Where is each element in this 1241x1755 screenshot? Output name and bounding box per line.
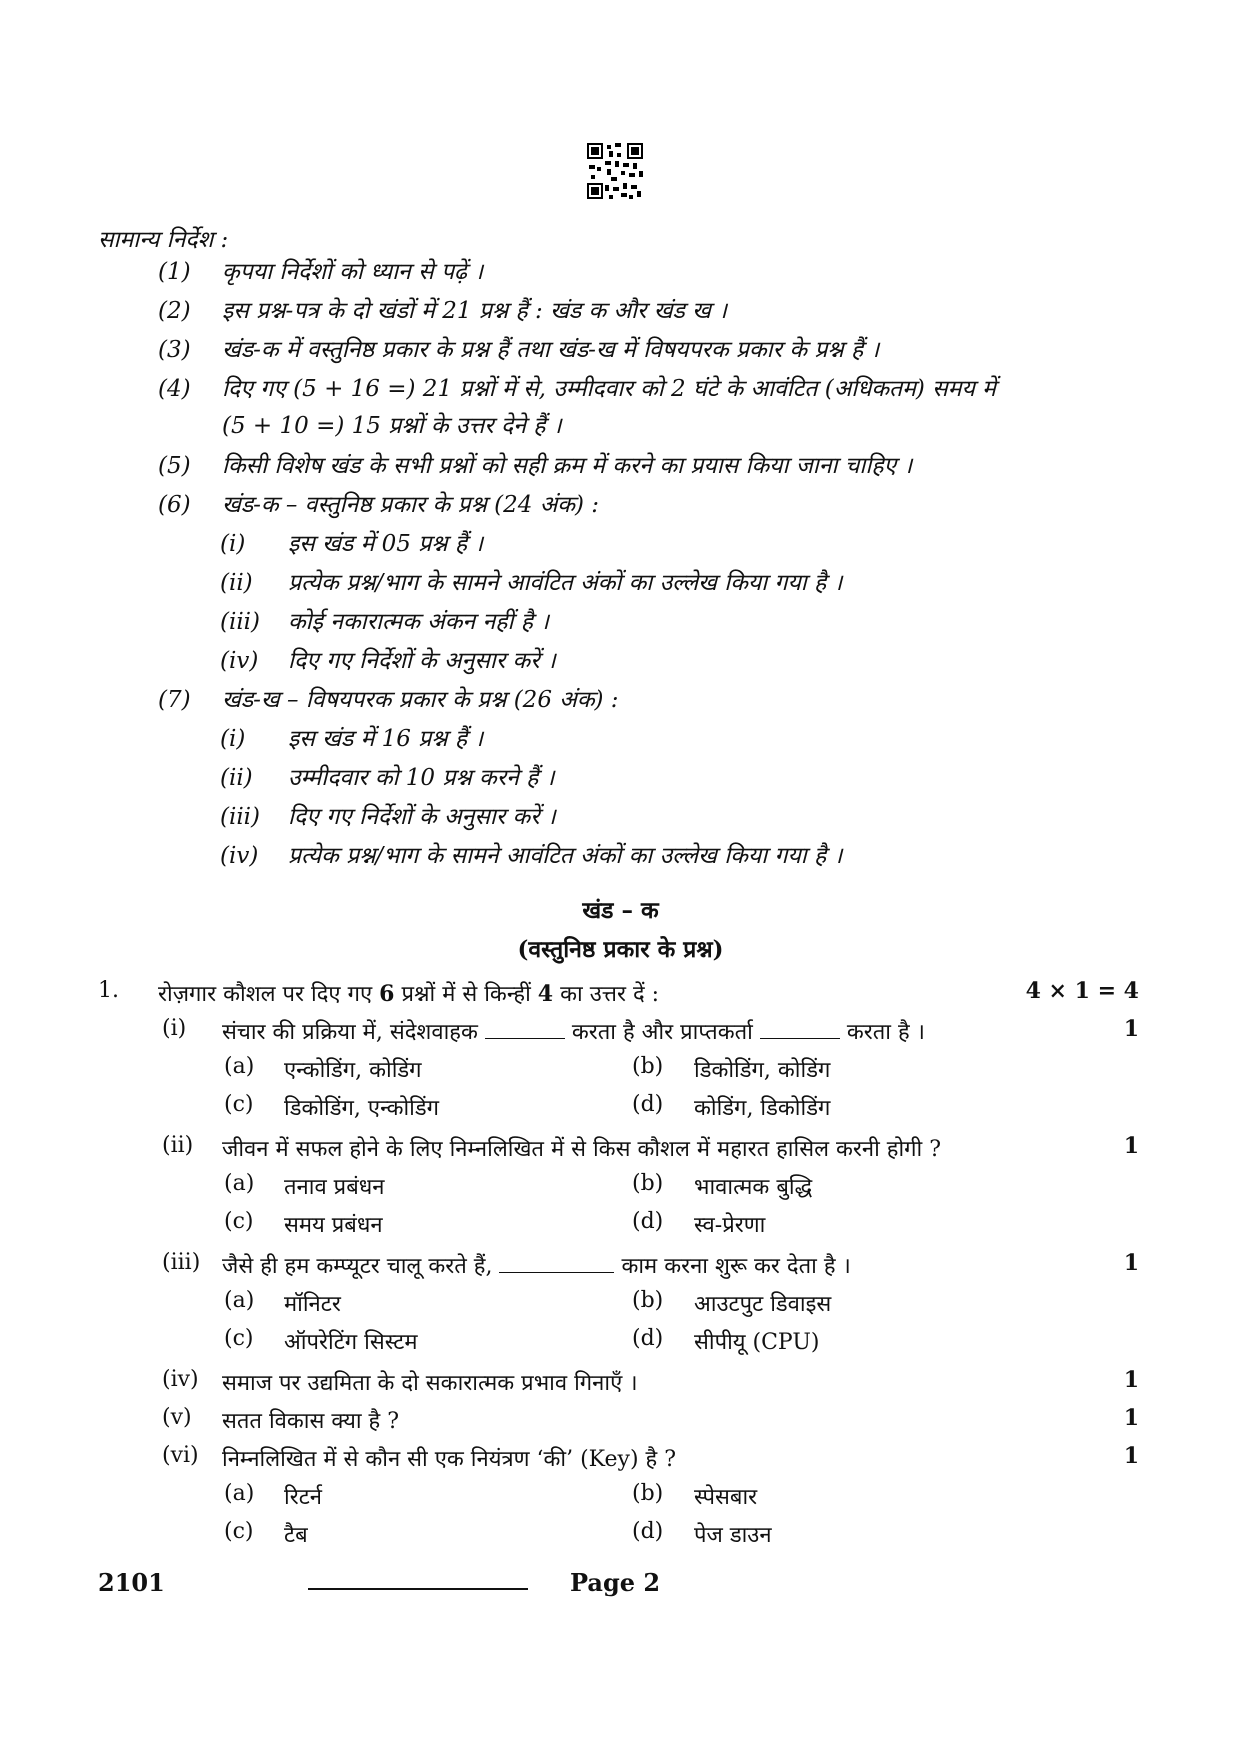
option-text: कोडिंग, डिकोडिंग <box>694 1096 831 1121</box>
option-text: तनाव प्रबंधन <box>284 1175 385 1200</box>
part-question: संचार की प्रक्रिया में, संदेशवाहक करता है और प्राप्तकर्ता करता है । <box>222 1020 925 1045</box>
part-question: निम्नलिखित में से कौन सी एक नियंत्रण ‘की’ (Key) है ? <box>222 1447 677 1472</box>
option-text: सीपीयू (CPU) <box>694 1330 820 1355</box>
option-label: (b) <box>632 1288 664 1313</box>
option-text: पेज डाउन <box>694 1523 772 1548</box>
section-title: खंड – क <box>582 897 659 924</box>
question-stem: रोज़गार कौशल पर दिए गए 6 प्रश्नों में से किन्हीं 4 का उत्तर दें : <box>158 981 660 1007</box>
part-question: जैसे ही हम कम्प्यूटर चालू करते हैं, काम करना शुरू कर देता है । <box>222 1254 851 1279</box>
part-marks: 1 <box>1123 1250 1139 1276</box>
part-number: (ii) <box>162 1133 194 1158</box>
option-label: (c) <box>224 1519 254 1544</box>
part-marks: 1 <box>1123 1443 1139 1469</box>
part-marks: 1 <box>1123 1405 1139 1431</box>
part-number: (vi) <box>162 1443 199 1468</box>
general-instructions-heading: सामान्य निर्देश : <box>98 227 229 253</box>
question-number: 1. <box>98 978 119 1003</box>
option-label: (d) <box>632 1092 664 1117</box>
option-text: मॉनिटर <box>284 1292 341 1317</box>
answer-blank <box>760 1020 840 1039</box>
qr-code <box>587 143 643 199</box>
exam-page: सामान्य निर्देश : (1) कृपया निर्देशों को ध्यान से पढ़ें । (2) इस प्रश्न-पत्र के दो खंडों में 21 प्रश्न हैं : खंड क और खंड ख । (3) खंड-क में वस्तुनिष्ठ प्रकार के प्रश्न हैं तथा खंड-ख में विषयपरक प्रकार के प्रश्न हैं । (4) दिए गए (5 + 16 =) 21 प्रश्नों में से, उम्मीदवार को 2 घंटे के आवंटित (अधिकतम) समय में (5 + 10 =) 15 प्रश्नों के उत्तर देने हैं । (5) किसी विशेष खंड के सभी प्रश्नों को सही क्रम में करने का प्रयास किया जाना चाहिए । (6) खंड-क – वस्तुनिष्ठ प्रकार के प्रश्न (24 अंक) : (i) इस खंड में 05 प्रश्न हैं । (ii) प्रत्येक प्रश्न/भाग के सामने आवंटित अंकों का उल्लेख किया गया है । (iii) कोई नकारात्मक अंकन नहीं है । (iv) दिए गए निर्देशों के अनुसार करें । (7) खंड-ख – विषयपरक प्रकार के प्रश्न (26 अंक) : (i) इस खंड में 16 प्रश्न हैं । (ii) उम्मीदवार को 10 प्रश्न करने हैं । (iii) दिए गए निर्देशों के अनुसार करें । (iv) प्रत्येक प्रश्न/भाग के सामने आवंटित अंकों का उल्लेख किया गया है । खंड – क (वस्तुनिष्ठ प्रकार के प्रश्न) 1. रोज़गार कौशल पर दिए गए 6 प्रश्नों में से किन्हीं 4 का उत्तर दें : 4 × 1 = 4 (i) संचार की प्रक्रिया में, संदेशवाहक करता है और प्राप्तकर्ता करता है । 1 (a) एन्कोडिंग, कोडिंग (b) डिकोडिंग, कोडिंग (c) डिकोडिंग, एन्कोडिंग (d) कोडिंग, डिकोडिंग (ii) जीवन में सफल होने के लिए निम्नलिखित में से किस कौशल में महारत हासिल करनी होगी ? 1 (a) तनाव प्रबंधन (b) भावात्मक बुद्धि (c) समय प्रबंधन (d) स्व-प्रेरणा (iii) जैसे ही हम कम्प्यूटर चालू करते हैं, काम करना शुरू कर देता है । 1 (a) मॉनिटर (b) आउटपुट डिवाइस (c) ऑपरेटिंग सिस्टम (d) सीपीयू (CPU) (iv) समाज पर उद्यमिता के दो सकारात्मक प्रभाव गिनाएँ । 1 (v) सतत विकास क्या है ? 1 (vi) निम्नलिखित में से कौन सी एक नियंत्रण ‘की’ (Key) है ? 1 (a) रिटर्न (b) स्पेसबार (c) टैब (d) पेज डाउन 2101 Page 2 <box>0 0 1241 1755</box>
option-label: (d) <box>632 1519 664 1544</box>
option-text: आउटपुट डिवाइस <box>694 1292 832 1317</box>
page-number: Page 2 <box>570 1568 661 1597</box>
option-label: (c) <box>224 1326 254 1351</box>
option-label: (a) <box>224 1481 255 1506</box>
option-text: डिकोडिंग, कोडिंग <box>694 1058 831 1083</box>
part-question: समाज पर उद्यमिता के दो सकारात्मक प्रभाव गिनाएँ । <box>222 1371 638 1396</box>
option-label: (c) <box>224 1092 254 1117</box>
paper-code: 2101 <box>98 1568 165 1597</box>
option-label: (c) <box>224 1209 254 1234</box>
option-text: स्पेसबार <box>694 1485 758 1510</box>
option-label: (d) <box>632 1326 664 1351</box>
option-label: (b) <box>632 1171 664 1196</box>
part-question: सतत विकास क्या है ? <box>222 1409 400 1434</box>
answer-blank <box>485 1020 565 1039</box>
part-number: (iv) <box>162 1367 199 1392</box>
option-label: (d) <box>632 1209 664 1234</box>
answer-blank <box>499 1254 614 1273</box>
part-number: (iii) <box>162 1250 201 1275</box>
option-label: (a) <box>224 1288 255 1313</box>
option-text: डिकोडिंग, एन्कोडिंग <box>284 1096 440 1121</box>
option-text: समय प्रबंधन <box>284 1213 383 1238</box>
part-marks: 1 <box>1123 1367 1139 1393</box>
option-label: (b) <box>632 1481 664 1506</box>
part-marks: 1 <box>1123 1133 1139 1159</box>
option-text: स्व-प्रेरणा <box>694 1213 766 1238</box>
option-text: रिटर्न <box>284 1485 322 1510</box>
question-marks: 4 × 1 = 4 <box>1025 978 1139 1004</box>
option-text: भावात्मक बुद्धि <box>694 1175 813 1200</box>
part-marks: 1 <box>1123 1016 1139 1042</box>
part-number: (i) <box>162 1016 187 1041</box>
option-label: (b) <box>632 1054 664 1079</box>
option-text: टैब <box>284 1523 308 1548</box>
option-text: एन्कोडिंग, कोडिंग <box>284 1058 422 1083</box>
part-number: (v) <box>162 1405 192 1430</box>
option-text: ऑपरेटिंग सिस्टम <box>284 1330 418 1355</box>
option-label: (a) <box>224 1171 255 1196</box>
part-question: जीवन में सफल होने के लिए निम्नलिखित में से किस कौशल में महारत हासिल करनी होगी ? <box>222 1137 942 1162</box>
section-subtitle: (वस्तुनिष्ठ प्रकार के प्रश्न) <box>517 936 724 963</box>
option-label: (a) <box>224 1054 255 1079</box>
footer-divider <box>308 1588 528 1590</box>
